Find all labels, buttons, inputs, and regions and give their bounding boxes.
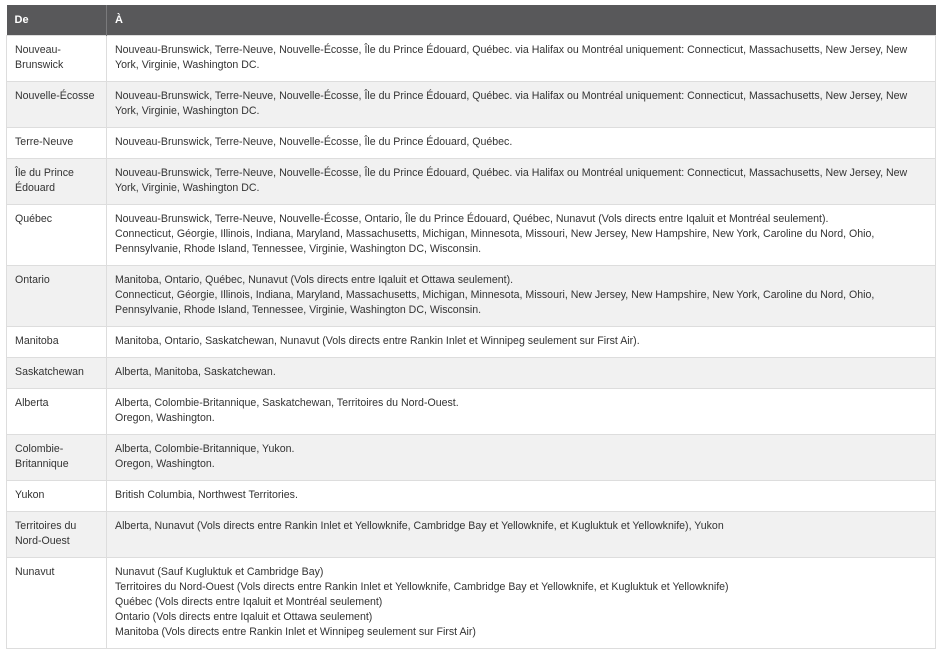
destination-line: Alberta, Colombie-Britannique, Saskatchewan, Territoires du Nord-Ouest. xyxy=(115,397,459,409)
destinations-cell xyxy=(107,82,936,128)
destinations-cell xyxy=(107,128,936,159)
origin-cell: Nouveau-Brunswick xyxy=(7,36,107,82)
origin-cell: Québec xyxy=(7,205,107,266)
table-row xyxy=(7,82,936,128)
header-to: À xyxy=(107,5,936,36)
table-row xyxy=(7,36,936,82)
table-row xyxy=(7,205,936,266)
destination-line: Alberta, Nunavut (Vols directs entre Rankin Inlet et Yellowknife, Cambridge Bay et Yellowknife, et Kugluktuk et Yellowknife), Yukon xyxy=(115,520,724,532)
routes-table-container xyxy=(6,5,935,649)
table-row xyxy=(7,128,936,159)
destinations-cell xyxy=(107,512,936,558)
table-row xyxy=(7,512,936,558)
origin-cell: Nouvelle-Écosse xyxy=(7,82,107,128)
origin-cell: Territoires du Nord-Ouest xyxy=(7,512,107,558)
destinations-cell xyxy=(107,558,936,649)
destination-line: Alberta, Manitoba, Saskatchewan. xyxy=(115,366,276,378)
table-row xyxy=(7,558,936,649)
destination-line: Connecticut, Géorgie, Illinois, Indiana, Maryland, Massachusetts, Michigan, Minnesota, Missouri, New Jersey, New Hampshire, New York, Caroline du Nord, Ohio, Pennsylvanie, Rhode Island, Tennessee, Virginie, Washington DC, Wisconsin. xyxy=(115,228,875,255)
origin-cell: Manitoba xyxy=(7,327,107,358)
origin-cell: Nunavut xyxy=(7,558,107,649)
destinations-cell xyxy=(107,481,936,512)
destination-line: Connecticut, Géorgie, Illinois, Indiana, Maryland, Massachusetts, Michigan, Minnesota, Missouri, New Jersey, New Hampshire, New York, Caroline du Nord, Ohio, Pennsylvanie, Rhode Island, Tennessee, Virginie, Washington DC, Wisconsin. xyxy=(115,289,875,316)
destinations-cell xyxy=(107,435,936,481)
origin-cell: Colombie-Britannique xyxy=(7,435,107,481)
table-row xyxy=(7,266,936,327)
origin-cell: Île du Prince Édouard xyxy=(7,159,107,205)
origin-cell: Yukon xyxy=(7,481,107,512)
table-row xyxy=(7,327,936,358)
destination-line: British Columbia, Northwest Territories. xyxy=(115,489,298,501)
destination-line: Québec (Vols directs entre Iqaluit et Montréal seulement) xyxy=(115,596,383,608)
destinations-cell xyxy=(107,266,936,327)
destination-line: Nunavut (Sauf Kugluktuk et Cambridge Bay) xyxy=(115,566,324,578)
origin-cell: Saskatchewan xyxy=(7,358,107,389)
destination-line: Manitoba, Ontario, Saskatchewan, Nunavut (Vols directs entre Rankin Inlet et Winnipeg seulement sur First Air). xyxy=(115,335,640,347)
header-row xyxy=(7,5,936,36)
destination-line: Oregon, Washington. xyxy=(115,412,215,424)
table-body xyxy=(7,36,936,649)
header-from: De xyxy=(7,5,107,36)
origin-cell: Alberta xyxy=(7,389,107,435)
destination-line: Manitoba (Vols directs entre Rankin Inlet et Winnipeg seulement sur First Air) xyxy=(115,626,476,638)
destinations-cell xyxy=(107,159,936,205)
table-row xyxy=(7,389,936,435)
destinations-cell xyxy=(107,358,936,389)
destination-line: Ontario (Vols directs entre Iqaluit et Ottawa seulement) xyxy=(115,611,373,623)
routes-table xyxy=(6,5,936,649)
table-row xyxy=(7,358,936,389)
origin-cell: Terre-Neuve xyxy=(7,128,107,159)
destination-line: Nouveau-Brunswick, Terre-Neuve, Nouvelle-Écosse, Île du Prince Édouard, Québec. xyxy=(115,136,513,148)
table-row xyxy=(7,435,936,481)
table-row xyxy=(7,159,936,205)
destination-line: Alberta, Colombie-Britannique, Yukon. xyxy=(115,443,295,455)
destinations-cell xyxy=(107,327,936,358)
destination-line: Nouveau-Brunswick, Terre-Neuve, Nouvelle-Écosse, Ontario, Île du Prince Édouard, Québec, Nunavut (Vols directs entre Iqaluit et Montréal seulement). xyxy=(115,213,829,225)
destination-line: Nouveau-Brunswick, Terre-Neuve, Nouvelle-Écosse, Île du Prince Édouard, Québec. via Halifax ou Montréal uniquement: Connecticut, Massachusetts, New Jersey, New York, Virginie, Washington DC. xyxy=(115,90,908,117)
destination-line: Territoires du Nord-Ouest (Vols directs entre Rankin Inlet et Yellowknife, Cambridge Bay et Yellowknife, et Kugluktuk et Yellowknife) xyxy=(115,581,729,593)
destination-line: Oregon, Washington. xyxy=(115,458,215,470)
destination-line: Nouveau-Brunswick, Terre-Neuve, Nouvelle-Écosse, Île du Prince Édouard, Québec. via Halifax ou Montréal uniquement: Connecticut, Massachusetts, New Jersey, New York, Virginie, Washington DC. xyxy=(115,167,908,194)
table-header xyxy=(7,5,936,36)
origin-cell: Ontario xyxy=(7,266,107,327)
destination-line: Nouveau-Brunswick, Terre-Neuve, Nouvelle-Écosse, Île du Prince Édouard, Québec. via Halifax ou Montréal uniquement: Connecticut, Massachusetts, New Jersey, New York, Virginie, Washington DC. xyxy=(115,44,908,71)
destinations-cell xyxy=(107,389,936,435)
destinations-cell xyxy=(107,205,936,266)
destination-line: Manitoba, Ontario, Québec, Nunavut (Vols directs entre Iqaluit et Ottawa seulement). xyxy=(115,274,514,286)
destinations-cell xyxy=(107,36,936,82)
table-row xyxy=(7,481,936,512)
